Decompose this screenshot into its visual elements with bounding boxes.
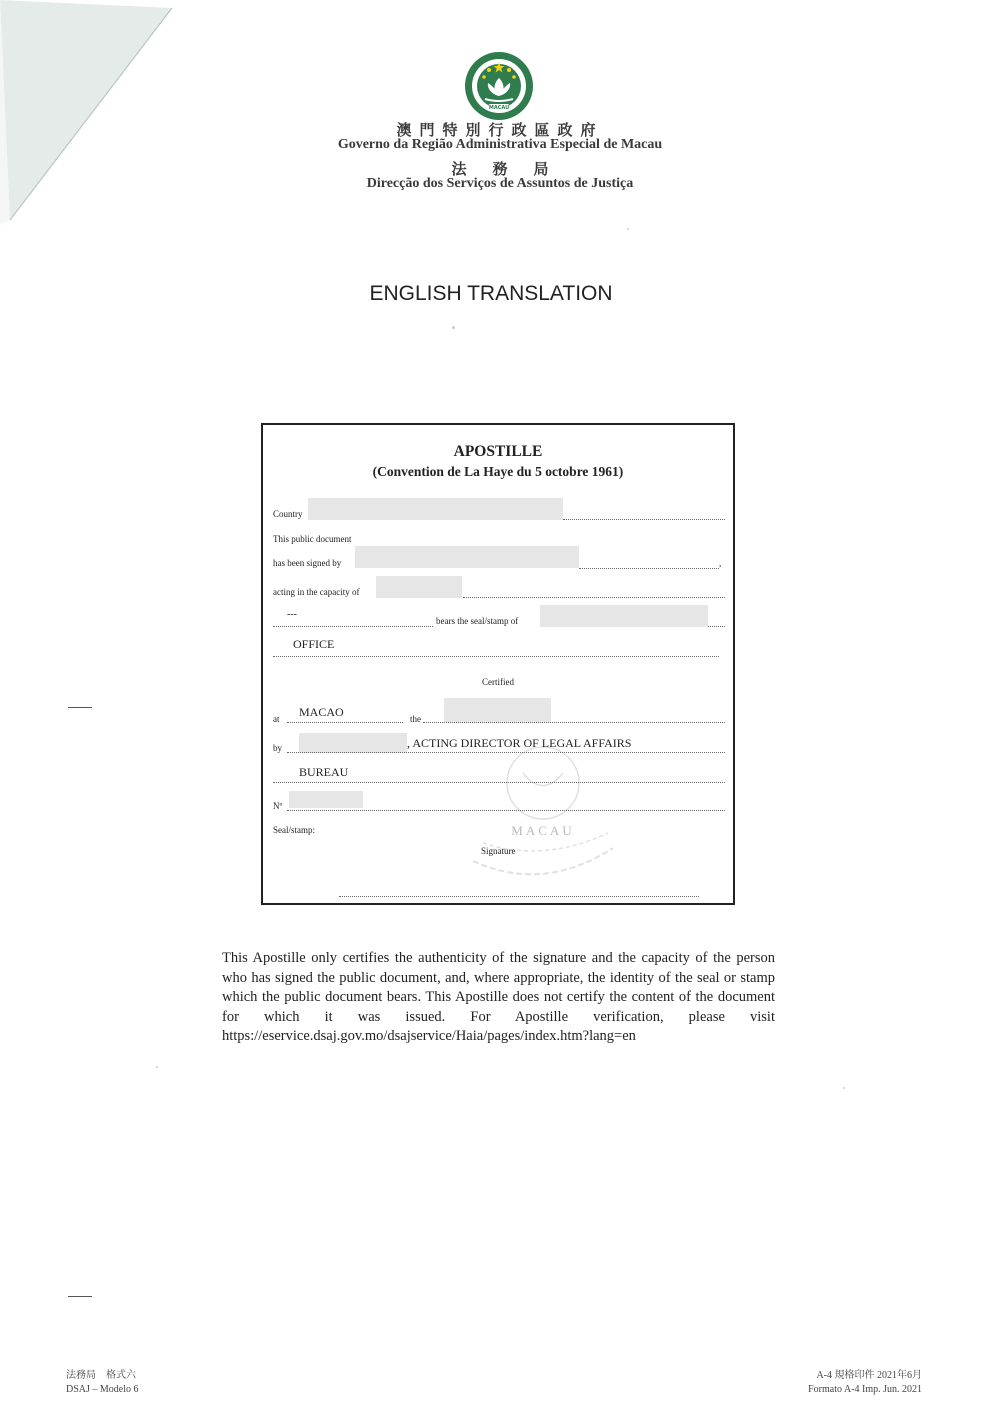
footer-print-info: Formato A-4 Imp. Jun. 2021 xyxy=(808,1384,922,1395)
signature-label: Signature xyxy=(481,846,516,856)
country-label: Country xyxy=(273,509,303,519)
capacity-label: acting in the capacity of xyxy=(273,587,360,597)
emblem-text: MACAU xyxy=(488,105,510,111)
redacted-country xyxy=(308,498,563,520)
dotted-line xyxy=(563,519,725,520)
by-label: by xyxy=(273,743,282,753)
speck xyxy=(156,1066,158,1068)
apostille-subtitle: (Convention de La Haye du 5 octobre 1961) xyxy=(372,464,624,479)
by-value-continued: BUREAU xyxy=(299,765,349,779)
dotted-line xyxy=(287,722,403,723)
government-name-chinese: 澳門特別行政區政府 xyxy=(396,123,604,139)
comma: , xyxy=(719,558,722,568)
footer-print-info-chinese: A-4 規格印件 2021年6月 xyxy=(816,1370,922,1381)
by-value: , ACTING DIRECTOR OF LEGAL AFFAIRS xyxy=(407,736,632,750)
at-value: MACAO xyxy=(299,705,344,719)
seal-value: OFFICE xyxy=(293,637,335,651)
redacted-signatory xyxy=(355,546,579,568)
speck xyxy=(627,228,629,230)
certified-label: Certified xyxy=(482,677,514,687)
footer-right xyxy=(808,1369,922,1397)
stamp-text: MACAU xyxy=(511,823,575,838)
speck xyxy=(843,1087,845,1089)
macau-emblem xyxy=(463,50,535,122)
apostille-certificate xyxy=(261,423,735,905)
bureau-name-portuguese: Direcção dos Serviços de Assuntos de Justiça xyxy=(366,176,634,191)
footer-left xyxy=(66,1369,139,1397)
dotted-line xyxy=(273,626,433,627)
footer-form-code: DSAJ – Modelo 6 xyxy=(66,1384,139,1395)
redacted-official-name xyxy=(299,733,407,753)
speck xyxy=(452,326,455,329)
translation-title: ENGLISH TRANSLATION xyxy=(369,282,613,305)
dotted-line xyxy=(273,782,725,783)
redacted-capacity xyxy=(376,576,462,598)
margin-mark xyxy=(68,707,92,708)
margin-mark xyxy=(68,1296,92,1297)
redacted-seal-owner xyxy=(540,605,708,627)
dotted-line xyxy=(579,568,719,569)
date-label: the xyxy=(410,714,421,724)
apostille-title: APOSTILLE xyxy=(453,443,543,460)
capacity-value: --- xyxy=(287,609,297,620)
dotted-line xyxy=(287,810,725,811)
dotted-line xyxy=(423,722,725,723)
at-label: at xyxy=(273,714,280,724)
dotted-line xyxy=(708,626,725,627)
signed-by-label: has been signed by xyxy=(273,558,342,568)
public-document-label: This public document xyxy=(273,534,352,544)
bureau-name-chinese: 法務局 xyxy=(451,162,575,178)
signature-dotted-line xyxy=(339,896,699,897)
dotted-line xyxy=(287,752,725,753)
dotted-line xyxy=(273,656,719,657)
footer-form-code-chinese: 法務局 格式六 xyxy=(66,1370,136,1381)
number-label: Nº xyxy=(273,801,283,811)
redacted-date xyxy=(444,698,551,722)
seal-label: bears the seal/stamp of xyxy=(436,616,519,626)
redacted-number xyxy=(289,791,363,808)
seal-stamp-label: Seal/stamp: xyxy=(273,825,315,835)
faint-official-seal xyxy=(443,743,643,903)
dotted-line xyxy=(463,597,725,598)
government-name-portuguese: Governo da Região Administrativa Especial de Macau xyxy=(337,137,663,152)
apostille-disclaimer: This Apostille only certifies the authenticity of the signature and the capacity of the person who has signed the public document, and, where appropriate, the identity of the seal or stamp which the public document bears. This Apostille does not certify the content of the document for which it was issued. For Apostille verification, please visit https://eservice.dsaj.gov.mo/dsajservice/Haia/pages/index.htm?lang=en xyxy=(222,950,775,1044)
